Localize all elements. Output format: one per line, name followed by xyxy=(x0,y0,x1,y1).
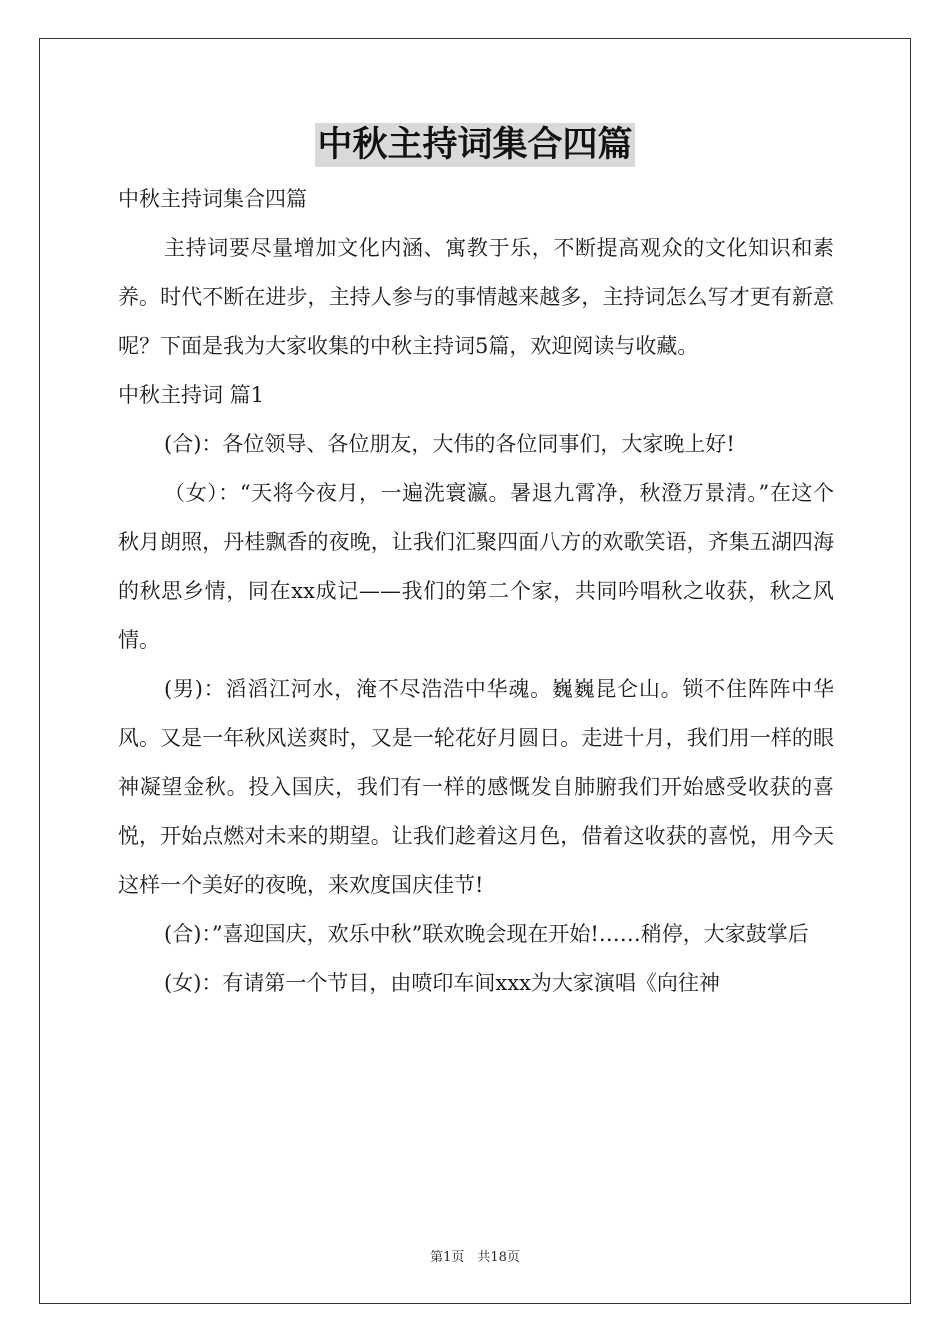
subtitle-paragraph: 中秋主持词集合四篇 xyxy=(118,187,307,211)
body-paragraph: (女)：有请第一个节目，由喷印车间xxx为大家演唱《向往神 xyxy=(164,971,720,995)
body-paragraph: （女）：“天将今夜月，一遍洗寰瀛。暑退九霄净，秋澄万景清。”在这个秋月朗照，丹桂飘香的夜晚，让我们汇聚四面八方的欢歌笑语，齐集五湖四海的秋思乡情，同在xx成记——我们的第二个家，共同吟唱秋之收获，秋之风情。 xyxy=(118,481,834,652)
page-footer: 第1页 共18页 xyxy=(430,1250,520,1265)
body-paragraph: (合)：”喜迎国庆，欢乐中秋”联欢晚会现在开始!……稍停，大家鼓掌后 xyxy=(164,922,809,946)
body-paragraph: (男)：滔滔江河水，淹不尽浩浩中华魂。巍巍昆仑山。锁不住阵阵中华风。又是一年秋风送爽时，又是一轮花好月圆日。走进十月，我们用一样的眼神凝望金秋。投入国庆，我们有一样的感慨发自肺腑我们开始感受收获的喜悦，开始点燃对未来的期望。让我们趁着这月色，借着这收获的喜悦，用今天这样一个美好的夜晚，来欢度国庆佳节! xyxy=(118,677,834,897)
document-title: 中秋主持词集合四篇 xyxy=(317,125,633,165)
body-paragraph: (合)：各位领导、各位朋友，大伟的各位同事们，大家晚上好! xyxy=(164,432,735,456)
document-body xyxy=(118,175,834,1008)
section-heading: 中秋主持词 篇1 xyxy=(118,383,265,407)
intro-paragraph: 主持词要尽量增加文化内涵、寓教于乐，不断提高观众的文化知识和素养。时代不断在进步，主持人参与的事情越来越多，主持词怎么写才更有新意呢？下面是我为大家收集的中秋主持词5篇，欢迎阅读与收藏。 xyxy=(118,236,834,358)
title-container xyxy=(0,123,950,167)
